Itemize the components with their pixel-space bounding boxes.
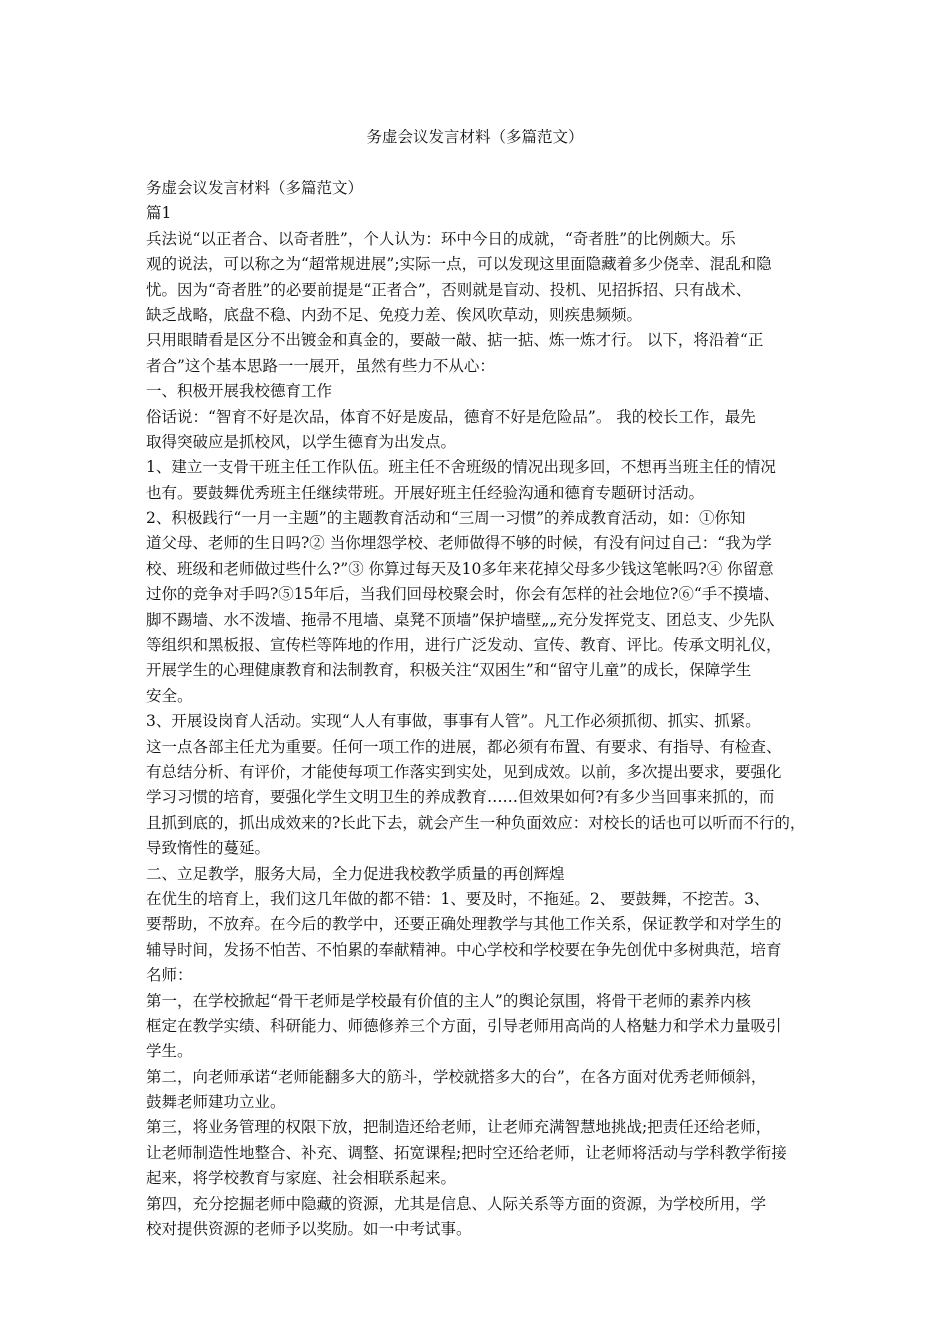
text-line: 务虚会议发言材料（多篇范文） xyxy=(146,179,364,197)
text-line: 要帮助，不放弃。在今后的教学中，还要正确处理教学与其他工作关系，保证教学和对学生的 xyxy=(146,915,782,934)
text-line: 这一点各部主任尤为重要。任何一项工作的进展，都必须有布置、有要求、有指导、有检查、 xyxy=(146,737,782,756)
text-line: 第一，在学校掀起“骨干老师是学校最有价值的主人”的舆论氛围，将骨干老师的素养内核 xyxy=(146,991,751,1010)
text-line: 3、开展设岗育人活动。实现“人人有事做，事事有人管”。凡工作必须抓彻、抓实、抓紧。 xyxy=(146,712,761,731)
text-line: 学习习惯的培育，要强化学生文明卫生的养成教育‥‥‥但效果如何?有多少当回事来抓的，而 xyxy=(146,788,775,807)
text-line: 2、积极践行“一月一主题”的主题教育活动和“三周一习惯”的养成教育活动，如：①你知 xyxy=(146,509,746,528)
document-body xyxy=(146,176,808,1242)
text-line: 校、班级和老师做过些什么?”③ 你算过每天及10多年来花掉父母多少钱这笔帐吗?④ 你留意 xyxy=(146,559,774,578)
text-line: 安全。 xyxy=(146,686,193,705)
text-line: 者合”这个基本思路一一展开，虽然有些力不从心： xyxy=(146,356,495,375)
text-line: 框定在教学实绩、科研能力、师德修养三个方面，引导老师用高尚的人格魅力和学术力量吸引 xyxy=(146,1016,782,1035)
text-line: 二、立足教学，服务大局，全力促进我校教学质量的再创辉煌 xyxy=(146,864,565,883)
text-line: 且抓到底的，抓出成效来的?长此下去，就会产生一种负面效应：对校长的话也可以听而不行的， xyxy=(146,813,806,832)
text-line: 只用眼睛看是区分不出镀金和真金的，要敲一敲、掂一掂、炼一炼才行。 以下，将沿着“正 xyxy=(146,331,764,350)
text-line: 忧。因为“奇者胜”的必要前提是“正者合”，否则就是盲动、投机、见招拆招、只有战术、 xyxy=(146,280,752,299)
text-line: 有总结分析、有评价，才能使每项工作落实到实处，见到成效。以前，多次提出要求，要强化 xyxy=(146,762,782,781)
text-line: 在优生的培育上，我们这几年做的都不错：1、要及时，不拖延。2、 要鼓舞，不挖苦。3、 xyxy=(146,889,770,908)
text-line: 鼓舞老师建功立业。 xyxy=(146,1093,286,1112)
text-line: 俗话说：“智育不好是次品，体育不好是废品，德育不好是危险品”。 我的校长工作，最先 xyxy=(146,407,756,426)
text-line: 名师： xyxy=(146,966,193,985)
text-line: 让老师制造性地整合、补充、调整、拓宽课程;把时空还给老师，让老师将活动与学科教学衔接 xyxy=(146,1143,787,1162)
text-line: 篇1 xyxy=(146,204,172,223)
text-line: 脚不踢墙、水不泼墙、拖帚不甩墙、桌凳不顶墙”保护墙壁„„充分发挥党支、团总支、少先队 xyxy=(146,610,775,629)
text-line: 起来，将学校教育与家庭、社会相联系起来。 xyxy=(146,1169,457,1188)
text-line: 取得突破应是抓校风，以学生德育为出发点。 xyxy=(146,432,457,451)
text-line: 1、建立一支骨干班主任工作队伍。班主任不舍班级的情况出现多回，不想再当班主任的情况 xyxy=(146,458,776,477)
text-line: 道父母、老师的生日吗?② 当你埋怨学校、老师做得不够的时候，有没有问过自己：“我为学 xyxy=(146,534,772,553)
text-line: 导致惰性的蔓延。 xyxy=(146,839,271,858)
text-line: 开展学生的心理健康教育和法制教育，积极关注“双困生”和“留守儿童”的成长，保障学生 xyxy=(146,661,752,680)
text-line: 校对提供资源的老师予以奖励。如一中考试事。 xyxy=(146,1220,472,1239)
text-line: 学生。 xyxy=(146,1042,193,1061)
text-line: 过你的竞争对手吗?⑤15年后，当我们回母校聚会时，你会有怎样的社会地位?⑥“手不摸墙、 xyxy=(146,585,780,604)
text-line: 第四，充分挖掘老师中隐藏的资源，尤其是信息、人际关系等方面的资源，为学校所用，学 xyxy=(146,1194,767,1213)
document-title: 务虚会议发言材料（多篇范文） xyxy=(366,128,584,146)
text-line: 观的说法，可以称之为“超常规进展”;实际一点，可以发现这里面隐藏着多少侥幸、混乱和隐 xyxy=(146,255,772,274)
text-line: 第二，向老师承诺“老师能翻多大的筋斗，学校就搭多大的台”，在各方面对优秀老师倾斜， xyxy=(146,1067,767,1086)
text-line: 也有。要鼓舞优秀班主任继续带班。开展好班主任经验沟通和德育专题研讨活动。 xyxy=(146,483,705,502)
text-line: 等组织和黑板报、宣传栏等阵地的作用，进行广泛发动、宣传、教育、评比。传承文明礼仪， xyxy=(146,636,782,655)
text-line: 缺乏战略，底盘不稳、内劲不足、免疫力差、俟风吹草动，则疾患频频。 xyxy=(146,305,643,324)
text-line: 兵法说“以正者合、以奇者胜”，个人认为：环中今日的成就，“奇者胜”的比例颇大。乐 xyxy=(146,229,736,248)
text-line: 一、积极开展我校德育工作 xyxy=(146,382,333,401)
text-line: 辅导时间，发扬不怕苦、不怕累的奉献精神。中心学校和学校要在争先创优中多树典范，培育 xyxy=(146,940,782,959)
text-line: 第三，将业务管理的权限下放，把制造还给老师，让老师充满智慧地挑战;把责任还给老师， xyxy=(146,1118,772,1137)
